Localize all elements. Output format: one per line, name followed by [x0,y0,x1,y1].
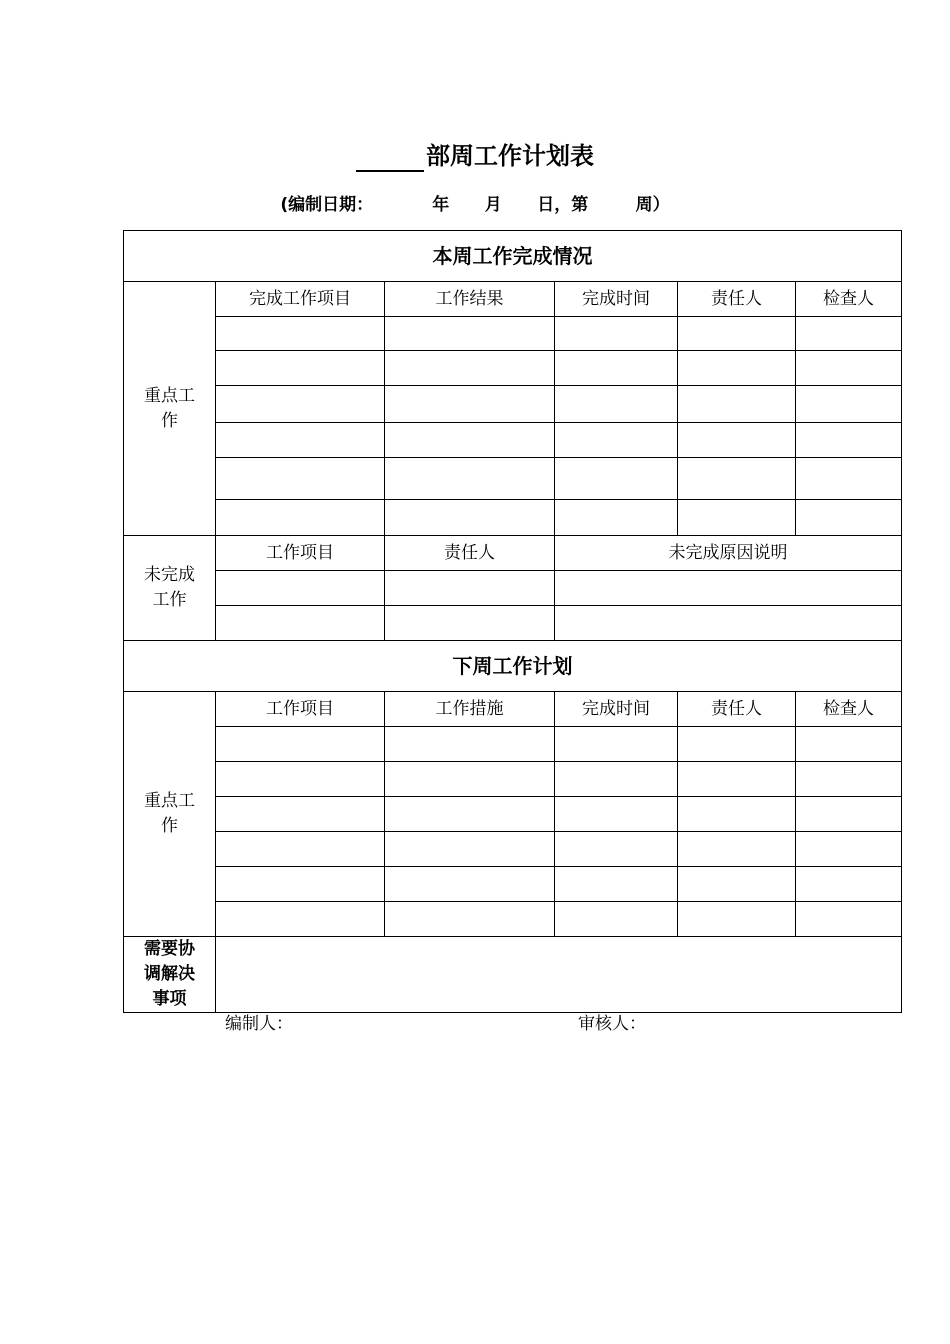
table-cell[interactable] [216,867,385,902]
table-row [124,867,902,902]
table-cell[interactable] [216,797,385,832]
table-cell[interactable] [385,867,555,902]
table-cell[interactable] [385,386,555,423]
column-header: 未完成原因说明 [555,536,902,571]
column-header: 工作措施 [385,692,555,727]
table-cell[interactable] [216,902,385,937]
table-cell[interactable] [555,571,902,606]
table-row [124,351,902,386]
table-row [124,458,902,500]
table-cell[interactable] [678,727,796,762]
next-week-heading: 下周工作计划 [124,641,902,692]
table-cell[interactable] [555,797,678,832]
table-cell[interactable] [796,423,902,458]
table-cell[interactable] [678,500,796,536]
table-cell[interactable] [555,832,678,867]
this-week-key-work-label: 重点工 作 [124,282,216,536]
weekly-plan-table [123,230,902,1013]
table-cell[interactable] [216,832,385,867]
table-cell[interactable] [216,458,385,500]
table-cell[interactable] [385,797,555,832]
table-row [124,797,902,832]
department-blank-line [356,144,424,172]
column-header: 检查人 [796,282,902,317]
reviewer-label: 审核人： [578,1014,646,1034]
table-cell[interactable] [555,762,678,797]
column-header: 工作项目 [216,692,385,727]
table-row [124,762,902,797]
table-cell[interactable] [678,762,796,797]
table-cell[interactable] [796,317,902,351]
table-cell[interactable] [385,423,555,458]
table-cell[interactable] [216,500,385,536]
table-cell[interactable] [216,423,385,458]
table-cell[interactable] [216,317,385,351]
table-cell[interactable] [796,500,902,536]
table-row [124,571,902,606]
table-cell[interactable] [385,727,555,762]
this-week-heading: 本周工作完成情况 [124,231,902,282]
column-header: 工作项目 [216,536,385,571]
table-row [124,606,902,641]
table-cell[interactable] [678,351,796,386]
column-header: 完成时间 [555,692,678,727]
table-cell[interactable] [796,762,902,797]
coordination-content-cell[interactable] [216,937,902,1013]
table-cell[interactable] [385,317,555,351]
date-line: (编制日期： 年 月 日，第 周） [280,195,670,215]
column-header: 责任人 [385,536,555,571]
table-cell[interactable] [555,386,678,423]
table-cell[interactable] [216,351,385,386]
table-row [124,902,902,937]
table-row [124,727,902,762]
table-cell[interactable] [796,351,902,386]
table-cell[interactable] [555,500,678,536]
table-cell[interactable] [385,832,555,867]
compiler-label: 编制人： [225,1014,293,1034]
column-header: 工作结果 [385,282,555,317]
table-row [124,500,902,536]
table-row [124,317,902,351]
table-cell[interactable] [385,606,555,641]
table-cell[interactable] [678,423,796,458]
table-cell[interactable] [216,762,385,797]
next-week-key-work-label: 重点工 作 [124,692,216,937]
title-text: 部周工作计划表 [426,142,594,170]
table-cell[interactable] [555,458,678,500]
table-cell[interactable] [385,571,555,606]
table-cell[interactable] [385,500,555,536]
column-header: 完成工作项目 [216,282,385,317]
table-cell[interactable] [216,386,385,423]
table-cell[interactable] [796,386,902,423]
table-cell[interactable] [796,797,902,832]
document-title [0,140,950,172]
column-header: 完成时间 [555,282,678,317]
table-cell[interactable] [216,727,385,762]
table-cell[interactable] [678,458,796,500]
table-row [124,423,902,458]
coordination-label: 需要协 调解决 事项 [124,937,216,1013]
table-row [124,386,902,423]
table-cell[interactable] [678,832,796,867]
table-cell[interactable] [385,458,555,500]
table-cell[interactable] [555,902,678,937]
table-cell[interactable] [796,458,902,500]
table-cell[interactable] [216,606,385,641]
table-cell[interactable] [385,762,555,797]
unfinished-work-label: 未完成 工作 [124,536,216,641]
table-cell[interactable] [555,351,678,386]
table-row [124,832,902,867]
table-cell[interactable] [385,902,555,937]
table-cell[interactable] [555,727,678,762]
table-cell[interactable] [678,317,796,351]
table-cell[interactable] [678,902,796,937]
table-cell[interactable] [216,571,385,606]
table-cell[interactable] [796,902,902,937]
table-cell[interactable] [555,606,902,641]
table-cell[interactable] [555,867,678,902]
table-cell[interactable] [678,867,796,902]
table-cell[interactable] [555,317,678,351]
table-cell[interactable] [796,867,902,902]
table-cell[interactable] [796,727,902,762]
table-cell[interactable] [678,386,796,423]
column-header: 责任人 [678,282,796,317]
table-cell[interactable] [555,423,678,458]
table-cell[interactable] [385,351,555,386]
column-header: 责任人 [678,692,796,727]
column-header: 检查人 [796,692,902,727]
table-cell[interactable] [796,832,902,867]
table-cell[interactable] [678,797,796,832]
